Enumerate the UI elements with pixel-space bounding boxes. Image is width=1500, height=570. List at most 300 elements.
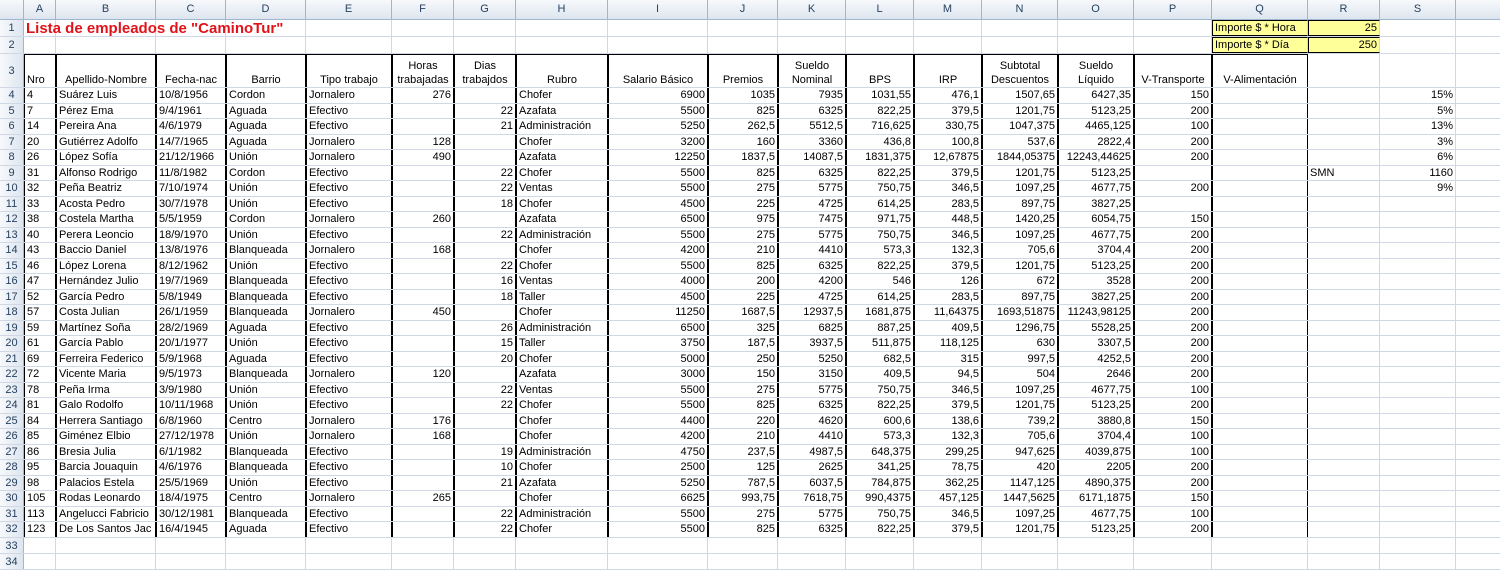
cell[interactable] bbox=[846, 37, 914, 53]
cell[interactable]: 16 bbox=[454, 274, 516, 289]
cell[interactable] bbox=[454, 150, 516, 165]
cell[interactable]: Blanqueada bbox=[226, 367, 306, 382]
cell[interactable]: 409,5 bbox=[846, 367, 914, 382]
cell[interactable] bbox=[392, 522, 454, 537]
cell[interactable] bbox=[1380, 274, 1456, 289]
cell[interactable] bbox=[1380, 259, 1456, 274]
cell[interactable]: 1507,65 bbox=[982, 88, 1058, 103]
cell[interactable]: 27/12/1978 bbox=[156, 429, 226, 444]
row-header[interactable]: 25 bbox=[0, 414, 24, 429]
cell[interactable]: 150 bbox=[1134, 491, 1212, 506]
cell[interactable]: 33 bbox=[24, 197, 56, 212]
cell[interactable]: 210 bbox=[708, 243, 778, 258]
cell[interactable]: Chofer bbox=[516, 398, 608, 413]
cell[interactable]: Ventas bbox=[516, 383, 608, 398]
cell[interactable]: Jornalero bbox=[306, 88, 392, 103]
employee-name[interactable]: Pereira Ana bbox=[56, 119, 156, 134]
cell[interactable]: 52 bbox=[24, 290, 56, 305]
cell[interactable]: 975 bbox=[708, 212, 778, 227]
cell[interactable]: 825 bbox=[708, 104, 778, 119]
cell[interactable]: 22 bbox=[454, 228, 516, 243]
cell[interactable] bbox=[608, 20, 708, 36]
cell[interactable]: 750,75 bbox=[846, 228, 914, 243]
cell[interactable] bbox=[454, 554, 516, 569]
cell[interactable]: 11250 bbox=[608, 305, 708, 320]
cell[interactable]: 11/8/1982 bbox=[156, 166, 226, 181]
cell[interactable]: 2646 bbox=[1058, 367, 1134, 382]
cell[interactable]: 275 bbox=[708, 383, 778, 398]
cell[interactable]: 26/1/1959 bbox=[156, 305, 226, 320]
cell[interactable] bbox=[516, 538, 608, 553]
row-header[interactable]: 18 bbox=[0, 305, 24, 320]
cell[interactable]: 511,875 bbox=[846, 336, 914, 351]
cell[interactable] bbox=[1308, 367, 1380, 382]
cell[interactable]: Chofer bbox=[516, 166, 608, 181]
cell[interactable]: 5775 bbox=[778, 383, 846, 398]
cell[interactable] bbox=[1380, 197, 1456, 212]
cell[interactable]: 95 bbox=[24, 460, 56, 475]
employee-name[interactable]: Giménez Elbio bbox=[56, 429, 156, 444]
cell[interactable]: 4500 bbox=[608, 197, 708, 212]
row-header[interactable]: 5 bbox=[0, 104, 24, 119]
row-header[interactable]: 11 bbox=[0, 197, 24, 212]
employee-name[interactable]: Hernández Julio bbox=[56, 274, 156, 289]
cell[interactable]: 225 bbox=[708, 197, 778, 212]
row-header[interactable]: 24 bbox=[0, 398, 24, 413]
cell[interactable]: 5123,25 bbox=[1058, 522, 1134, 537]
cell[interactable] bbox=[1380, 321, 1456, 336]
cell[interactable]: 22 bbox=[454, 398, 516, 413]
cell[interactable]: 14/7/1965 bbox=[156, 135, 226, 150]
cell[interactable]: 22 bbox=[454, 181, 516, 196]
row-header[interactable]: 8 bbox=[0, 150, 24, 165]
column-header-i[interactable]: I bbox=[608, 0, 708, 19]
cell[interactable]: 537,6 bbox=[982, 135, 1058, 150]
cell[interactable] bbox=[1380, 212, 1456, 227]
cell[interactable] bbox=[1212, 445, 1308, 460]
cell[interactable]: 200 bbox=[1134, 476, 1212, 491]
cell[interactable]: 1097,25 bbox=[982, 228, 1058, 243]
cell[interactable] bbox=[1380, 460, 1456, 475]
cell[interactable]: Chofer bbox=[516, 135, 608, 150]
cell[interactable] bbox=[1212, 274, 1308, 289]
row-header[interactable]: 19 bbox=[0, 321, 24, 336]
cell[interactable] bbox=[454, 88, 516, 103]
cell[interactable]: 78 bbox=[24, 383, 56, 398]
cell[interactable] bbox=[1308, 181, 1380, 196]
cell[interactable]: Efectivo bbox=[306, 259, 392, 274]
cell[interactable]: 16/4/1945 bbox=[156, 522, 226, 537]
cell[interactable] bbox=[982, 538, 1058, 553]
cell[interactable]: 379,5 bbox=[914, 522, 982, 537]
cell[interactable] bbox=[1134, 37, 1212, 53]
cell[interactable]: 200 bbox=[1134, 336, 1212, 351]
cell[interactable] bbox=[1308, 398, 1380, 413]
cell[interactable]: 5123,25 bbox=[1058, 398, 1134, 413]
cell[interactable]: 716,625 bbox=[846, 119, 914, 134]
cell[interactable] bbox=[1308, 554, 1380, 569]
cell[interactable]: 822,25 bbox=[846, 104, 914, 119]
cell[interactable] bbox=[778, 554, 846, 569]
cell[interactable] bbox=[1212, 290, 1308, 305]
cell[interactable] bbox=[1212, 88, 1308, 103]
cell[interactable]: 5000 bbox=[608, 352, 708, 367]
column-header-g[interactable]: G bbox=[454, 0, 516, 19]
cell[interactable] bbox=[1380, 414, 1456, 429]
cell[interactable]: 4500 bbox=[608, 290, 708, 305]
cell[interactable]: 3704,4 bbox=[1058, 243, 1134, 258]
cell[interactable] bbox=[914, 37, 982, 53]
cell[interactable]: Chofer bbox=[516, 491, 608, 506]
cell[interactable]: 250 bbox=[708, 352, 778, 367]
cell[interactable]: 200 bbox=[1134, 259, 1212, 274]
employee-name[interactable]: Pérez Ema bbox=[56, 104, 156, 119]
row-header[interactable]: 22 bbox=[0, 367, 24, 382]
cell[interactable]: Jornalero bbox=[306, 212, 392, 227]
cell[interactable]: 1097,25 bbox=[982, 507, 1058, 522]
cell[interactable]: 6500 bbox=[608, 212, 708, 227]
cell[interactable]: 47 bbox=[24, 274, 56, 289]
cell[interactable]: 9/4/1961 bbox=[156, 104, 226, 119]
cell[interactable]: 330,75 bbox=[914, 119, 982, 134]
cell[interactable]: 682,5 bbox=[846, 352, 914, 367]
cell[interactable] bbox=[914, 554, 982, 569]
cell[interactable] bbox=[1212, 166, 1308, 181]
cell[interactable]: 69 bbox=[24, 352, 56, 367]
cell[interactable]: 5775 bbox=[778, 228, 846, 243]
cell[interactable]: 200 bbox=[1134, 181, 1212, 196]
cell[interactable]: 43 bbox=[24, 243, 56, 258]
importe-dia-label[interactable]: Importe $ * Día bbox=[1212, 37, 1308, 53]
cell[interactable]: 1447,5625 bbox=[982, 491, 1058, 506]
cell[interactable]: 11243,98125 bbox=[1058, 305, 1134, 320]
cell[interactable]: 825 bbox=[708, 522, 778, 537]
column-header-l[interactable]: L bbox=[846, 0, 914, 19]
cell[interactable] bbox=[392, 37, 454, 53]
cell[interactable]: 262,5 bbox=[708, 119, 778, 134]
cell[interactable]: Unión bbox=[226, 197, 306, 212]
cell[interactable] bbox=[1212, 507, 1308, 522]
cell[interactable]: 168 bbox=[392, 429, 454, 444]
employee-name[interactable]: Ferreira Federico bbox=[56, 352, 156, 367]
cell[interactable]: 4677,75 bbox=[1058, 181, 1134, 196]
cell[interactable]: Unión bbox=[226, 398, 306, 413]
cell[interactable]: Efectivo bbox=[306, 290, 392, 305]
cell[interactable] bbox=[1380, 522, 1456, 537]
cell[interactable] bbox=[392, 321, 454, 336]
cell[interactable]: 61 bbox=[24, 336, 56, 351]
cell[interactable]: 132,3 bbox=[914, 243, 982, 258]
cell[interactable]: Chofer bbox=[516, 243, 608, 258]
cell[interactable] bbox=[1308, 228, 1380, 243]
cell[interactable]: 18/9/1970 bbox=[156, 228, 226, 243]
column-header-q[interactable]: Q bbox=[1212, 0, 1308, 19]
cell[interactable]: 22 bbox=[454, 383, 516, 398]
cell[interactable] bbox=[454, 491, 516, 506]
cell[interactable]: 200 bbox=[1134, 274, 1212, 289]
cell[interactable] bbox=[516, 20, 608, 36]
employee-name[interactable]: Baccio Daniel bbox=[56, 243, 156, 258]
cell[interactable]: 784,875 bbox=[846, 476, 914, 491]
cell[interactable]: 125 bbox=[708, 460, 778, 475]
cell[interactable]: 200 bbox=[1134, 321, 1212, 336]
cell[interactable]: Administración bbox=[516, 321, 608, 336]
cell[interactable] bbox=[1134, 197, 1212, 212]
cell[interactable] bbox=[708, 538, 778, 553]
cell[interactable] bbox=[1212, 429, 1308, 444]
cell[interactable]: Chofer bbox=[516, 522, 608, 537]
cell[interactable]: 150 bbox=[1134, 212, 1212, 227]
cell[interactable] bbox=[708, 37, 778, 53]
row-header[interactable]: 6 bbox=[0, 119, 24, 134]
cell[interactable]: 787,5 bbox=[708, 476, 778, 491]
cell[interactable]: 31 bbox=[24, 166, 56, 181]
cell[interactable] bbox=[1308, 259, 1380, 274]
cell[interactable] bbox=[1380, 290, 1456, 305]
column-header-f[interactable]: F bbox=[392, 0, 454, 19]
cell[interactable]: 362,25 bbox=[914, 476, 982, 491]
cell[interactable]: 72 bbox=[24, 367, 56, 382]
cell[interactable] bbox=[1212, 383, 1308, 398]
cell[interactable]: 705,6 bbox=[982, 243, 1058, 258]
employee-name[interactable]: Rodas Leonardo bbox=[56, 491, 156, 506]
cell[interactable]: 18 bbox=[454, 290, 516, 305]
cell[interactable]: Azafata bbox=[516, 476, 608, 491]
cell[interactable]: 573,3 bbox=[846, 429, 914, 444]
cell[interactable]: 6171,1875 bbox=[1058, 491, 1134, 506]
cell[interactable] bbox=[392, 228, 454, 243]
cell[interactable] bbox=[1308, 383, 1380, 398]
employee-name[interactable]: López Sofía bbox=[56, 150, 156, 165]
cell[interactable]: 13/8/1976 bbox=[156, 243, 226, 258]
cell[interactable]: 1201,75 bbox=[982, 522, 1058, 537]
cell[interactable] bbox=[454, 20, 516, 36]
cell[interactable] bbox=[306, 37, 392, 53]
cell[interactable]: 123 bbox=[24, 522, 56, 537]
cell[interactable]: Chofer bbox=[516, 352, 608, 367]
cell[interactable] bbox=[1308, 352, 1380, 367]
row-header[interactable]: 34 bbox=[0, 554, 24, 569]
cell[interactable]: Blanqueada bbox=[226, 507, 306, 522]
row-header[interactable]: 2 bbox=[0, 37, 24, 53]
cell[interactable] bbox=[1212, 352, 1308, 367]
cell[interactable]: 6325 bbox=[778, 522, 846, 537]
cell[interactable] bbox=[1308, 476, 1380, 491]
cell[interactable]: Efectivo bbox=[306, 336, 392, 351]
cell[interactable]: Centro bbox=[226, 414, 306, 429]
cell[interactable]: 6037,5 bbox=[778, 476, 846, 491]
employee-name[interactable]: Gutiérrez Adolfo bbox=[56, 135, 156, 150]
cell[interactable]: 5500 bbox=[608, 259, 708, 274]
cell[interactable]: Jornalero bbox=[306, 429, 392, 444]
cell[interactable]: 990,4375 bbox=[846, 491, 914, 506]
column-header-e[interactable]: E bbox=[306, 0, 392, 19]
cell[interactable] bbox=[454, 429, 516, 444]
cell[interactable] bbox=[1380, 352, 1456, 367]
cell[interactable]: 4/6/1976 bbox=[156, 460, 226, 475]
cell[interactable]: 825 bbox=[708, 398, 778, 413]
cell[interactable] bbox=[1308, 150, 1380, 165]
cell[interactable]: 2205 bbox=[1058, 460, 1134, 475]
cell[interactable]: 3827,25 bbox=[1058, 290, 1134, 305]
cell[interactable]: 100 bbox=[1134, 445, 1212, 460]
cell[interactable]: 283,5 bbox=[914, 197, 982, 212]
cell[interactable]: 739,2 bbox=[982, 414, 1058, 429]
cell[interactable] bbox=[1308, 135, 1380, 150]
cell[interactable]: 12243,44625 bbox=[1058, 150, 1134, 165]
cell[interactable]: Efectivo bbox=[306, 166, 392, 181]
cell[interactable]: 409,5 bbox=[914, 321, 982, 336]
cell[interactable] bbox=[1380, 429, 1456, 444]
cell[interactable] bbox=[1212, 150, 1308, 165]
row-header[interactable]: 26 bbox=[0, 429, 24, 444]
cell[interactable] bbox=[1212, 212, 1308, 227]
cell[interactable]: 4725 bbox=[778, 290, 846, 305]
cell[interactable]: 150 bbox=[1134, 414, 1212, 429]
cell[interactable] bbox=[1380, 554, 1456, 569]
cell[interactable]: 6054,75 bbox=[1058, 212, 1134, 227]
cell[interactable]: 200 bbox=[1134, 522, 1212, 537]
row-header[interactable]: 28 bbox=[0, 460, 24, 475]
cell[interactable]: 648,375 bbox=[846, 445, 914, 460]
cell[interactable] bbox=[392, 104, 454, 119]
cell[interactable] bbox=[1212, 476, 1308, 491]
cell[interactable]: 120 bbox=[392, 367, 454, 382]
cell[interactable]: Cordon bbox=[226, 88, 306, 103]
row-header[interactable]: 21 bbox=[0, 352, 24, 367]
cell[interactable] bbox=[392, 274, 454, 289]
cell[interactable]: 5123,25 bbox=[1058, 104, 1134, 119]
cell[interactable]: Centro bbox=[226, 491, 306, 506]
cell[interactable]: 40 bbox=[24, 228, 56, 243]
cell[interactable] bbox=[1380, 228, 1456, 243]
cell[interactable]: 346,5 bbox=[914, 181, 982, 196]
cell[interactable] bbox=[392, 445, 454, 460]
cell[interactable]: 4410 bbox=[778, 429, 846, 444]
cell[interactable] bbox=[392, 476, 454, 491]
cell[interactable]: Blanqueada bbox=[226, 305, 306, 320]
cell[interactable]: 100 bbox=[1134, 507, 1212, 522]
cell[interactable]: 5500 bbox=[608, 228, 708, 243]
cell[interactable]: Ventas bbox=[516, 181, 608, 196]
cell[interactable]: 1831,375 bbox=[846, 150, 914, 165]
cell[interactable]: Efectivo bbox=[306, 507, 392, 522]
cell[interactable] bbox=[454, 305, 516, 320]
cell[interactable]: Jornalero bbox=[306, 305, 392, 320]
cell[interactable]: 150 bbox=[1134, 88, 1212, 103]
cell[interactable]: Efectivo bbox=[306, 197, 392, 212]
cell[interactable]: 100,8 bbox=[914, 135, 982, 150]
cell[interactable]: 13% bbox=[1380, 119, 1456, 134]
row-header[interactable]: 7 bbox=[0, 135, 24, 150]
cell[interactable]: Aguada bbox=[226, 119, 306, 134]
cell[interactable]: 260 bbox=[392, 212, 454, 227]
cell[interactable]: Efectivo bbox=[306, 460, 392, 475]
cell[interactable] bbox=[1134, 166, 1212, 181]
cell[interactable]: 275 bbox=[708, 507, 778, 522]
importe-hora-value[interactable]: 25 bbox=[1308, 20, 1380, 36]
cell[interactable]: 275 bbox=[708, 228, 778, 243]
cell[interactable] bbox=[1308, 243, 1380, 258]
cell[interactable] bbox=[1380, 20, 1456, 36]
cell[interactable]: 210 bbox=[708, 429, 778, 444]
cell[interactable]: 476,1 bbox=[914, 88, 982, 103]
cell[interactable]: 705,6 bbox=[982, 429, 1058, 444]
cell[interactable] bbox=[1308, 491, 1380, 506]
cell[interactable] bbox=[778, 538, 846, 553]
cell[interactable] bbox=[1212, 321, 1308, 336]
cell[interactable] bbox=[24, 37, 56, 53]
cell[interactable]: 7475 bbox=[778, 212, 846, 227]
cell[interactable]: 346,5 bbox=[914, 507, 982, 522]
cell[interactable]: 2500 bbox=[608, 460, 708, 475]
cell[interactable]: 22 bbox=[454, 522, 516, 537]
importe-hora-label[interactable]: Importe $ * Hora bbox=[1212, 20, 1308, 36]
cell[interactable] bbox=[1212, 491, 1308, 506]
cell[interactable]: Blanqueada bbox=[226, 445, 306, 460]
cell[interactable]: 200 bbox=[1134, 228, 1212, 243]
cell[interactable]: 15% bbox=[1380, 88, 1456, 103]
cell[interactable]: 86 bbox=[24, 445, 56, 460]
column-header-j[interactable]: J bbox=[708, 0, 778, 19]
cell[interactable]: 200 bbox=[708, 274, 778, 289]
cell[interactable]: 85 bbox=[24, 429, 56, 444]
cell[interactable] bbox=[708, 554, 778, 569]
cell[interactable]: 1296,75 bbox=[982, 321, 1058, 336]
cell[interactable] bbox=[1308, 429, 1380, 444]
cell[interactable]: 997,5 bbox=[982, 352, 1058, 367]
row-header[interactable]: 12 bbox=[0, 212, 24, 227]
cell[interactable] bbox=[1308, 119, 1380, 134]
cell[interactable]: 21 bbox=[454, 119, 516, 134]
cell[interactable]: 822,25 bbox=[846, 259, 914, 274]
cell[interactable]: 4410 bbox=[778, 243, 846, 258]
column-header-o[interactable]: O bbox=[1058, 0, 1134, 19]
employee-name[interactable]: López Lorena bbox=[56, 259, 156, 274]
cell[interactable] bbox=[914, 538, 982, 553]
cell[interactable] bbox=[1308, 212, 1380, 227]
cell[interactable]: Unión bbox=[226, 429, 306, 444]
column-header-k[interactable]: K bbox=[778, 0, 846, 19]
cell[interactable] bbox=[1380, 398, 1456, 413]
cell[interactable] bbox=[1058, 538, 1134, 553]
cell[interactable] bbox=[846, 538, 914, 553]
row-header[interactable]: 3 bbox=[0, 54, 24, 87]
cell[interactable]: 9/5/1973 bbox=[156, 367, 226, 382]
cell[interactable]: 5/5/1959 bbox=[156, 212, 226, 227]
cell[interactable]: Administración bbox=[516, 445, 608, 460]
cell[interactable]: 346,5 bbox=[914, 228, 982, 243]
cell[interactable] bbox=[1212, 336, 1308, 351]
cell[interactable]: 19/7/1969 bbox=[156, 274, 226, 289]
cell[interactable]: 200 bbox=[1134, 460, 1212, 475]
cell[interactable]: 6325 bbox=[778, 259, 846, 274]
cell[interactable]: 6625 bbox=[608, 491, 708, 506]
sheet-title[interactable]: Lista de empleados de "CaminoTur" bbox=[26, 20, 284, 37]
row-header[interactable]: 27 bbox=[0, 445, 24, 460]
column-header-r[interactable]: R bbox=[1308, 0, 1380, 19]
cell[interactable]: 200 bbox=[1134, 150, 1212, 165]
cell[interactable] bbox=[846, 554, 914, 569]
cell[interactable]: Administración bbox=[516, 228, 608, 243]
cell[interactable]: 3150 bbox=[778, 367, 846, 382]
row-header[interactable]: 29 bbox=[0, 476, 24, 491]
cell[interactable]: 897,75 bbox=[982, 197, 1058, 212]
cell[interactable]: 1420,25 bbox=[982, 212, 1058, 227]
employee-name[interactable]: Palacios Estela bbox=[56, 476, 156, 491]
cell[interactable]: 200 bbox=[1134, 104, 1212, 119]
cell[interactable]: 4252,5 bbox=[1058, 352, 1134, 367]
